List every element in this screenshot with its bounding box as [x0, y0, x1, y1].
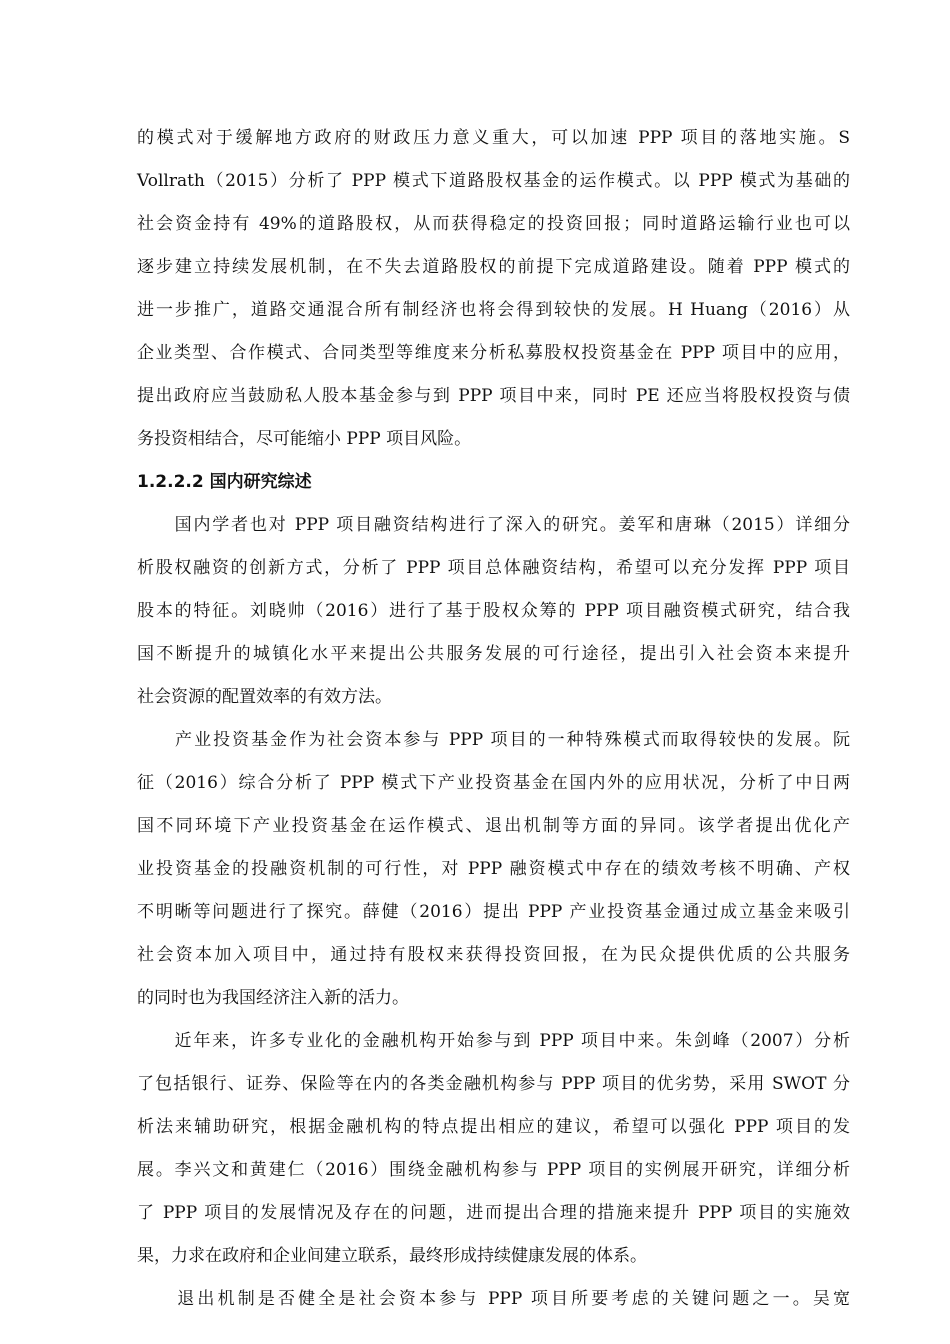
text-line: 国不断提升的城镇化水平来提出公共服务发展的可行途径，提出引入社会资本来提升	[137, 644, 850, 664]
text-line: 的模式对于缓解地方政府的财政压力意义重大，可以加速 PPP 项目的落地实施。S	[137, 128, 850, 148]
text-line: 国内学者也对 PPP 项目融资结构进行了深入的研究。姜军和唐琳（2015）详细分	[137, 515, 850, 535]
text-line: 退出机制是否健全是社会资本参与 PPP 项目所要考虑的关键问题之一。吴宽	[137, 1289, 850, 1309]
text-line: 展。李兴文和黄建仁（2016）围绕金融机构参与 PPP 项目的实例展开研究，详细分析	[137, 1160, 850, 1180]
text-line: 析法来辅助研究，根据金融机构的特点提出相应的建议，希望可以强化 PPP 项目的发	[137, 1117, 850, 1137]
text-line: Vollrath（2015）分析了 PPP 模式下道路股权基金的运作模式。以 PPP 模式为基础的	[137, 171, 850, 191]
text-line: 逐步建立持续发展机制，在不失去道路股权的前提下完成道路建设。随着 PPP 模式的	[137, 257, 850, 277]
text-line: 产业投资基金作为社会资本参与 PPP 项目的一种特殊模式而取得较快的发展。阮	[137, 730, 850, 750]
text-line: 了包括银行、证券、保险等在内的各类金融机构参与 PPP 项目的优劣势，采用 SWOT 分	[137, 1074, 850, 1094]
text-line: 提出政府应当鼓励私人股本基金参与到 PPP 项目中来，同时 PE 还应当将股权投资与债	[137, 386, 850, 406]
text-line: 社会资本加入项目中，通过持有股权来获得投资回报，在为民众提供优质的公共服务	[137, 945, 850, 965]
text-line: 社会资源的配置效率的有效方法。	[137, 687, 392, 707]
text-line: 务投资相结合，尽可能缩小 PPP 项目风险。	[137, 429, 472, 449]
text-line: 进一步推广，道路交通混合所有制经济也将会得到较快的发展。H Huang（2016）从	[137, 300, 850, 320]
text-line: 果，力求在政府和企业间建立联系，最终形成持续健康发展的体系。	[137, 1246, 647, 1266]
text-line: 不明晰等问题进行了探究。薛健（2016）提出 PPP 产业投资基金通过成立基金来吸引	[137, 902, 850, 922]
text-line: 征（2016）综合分析了 PPP 模式下产业投资基金在国内外的应用状况，分析了中日两	[137, 773, 850, 793]
text-line: 业投资基金的投融资机制的可行性，对 PPP 融资模式中存在的绩效考核不明确、产权	[137, 859, 850, 879]
text-line: 股本的特征。刘晓帅（2016）进行了基于股权众筹的 PPP 项目融资模式研究，结合我	[137, 601, 850, 621]
text-line: 了 PPP 项目的发展情况及存在的问题，进而提出合理的措施来提升 PPP 项目的实施效	[137, 1203, 850, 1223]
text-line: 国不同环境下产业投资基金在运作模式、退出机制等方面的异同。该学者提出优化产	[137, 816, 850, 836]
text-line: 的同时也为我国经济注入新的活力。	[137, 988, 409, 1008]
text-line: 企业类型、合作模式、合同类型等维度来分析私募股权投资基金在 PPP 项目中的应用，	[137, 343, 850, 363]
text-line: 近年来，许多专业化的金融机构开始参与到 PPP 项目中来。朱剑峰（2007）分析	[137, 1031, 850, 1051]
section-heading: 1.2.2.2 国内研究综述	[137, 472, 312, 492]
text-line: 社会资金持有 49%的道路股权，从而获得稳定的投资回报；同时道路运输行业也可以	[137, 214, 850, 234]
text-line: 析股权融资的创新方式，分析了 PPP 项目总体融资结构，希望可以充分发挥 PPP 项目	[137, 558, 850, 578]
